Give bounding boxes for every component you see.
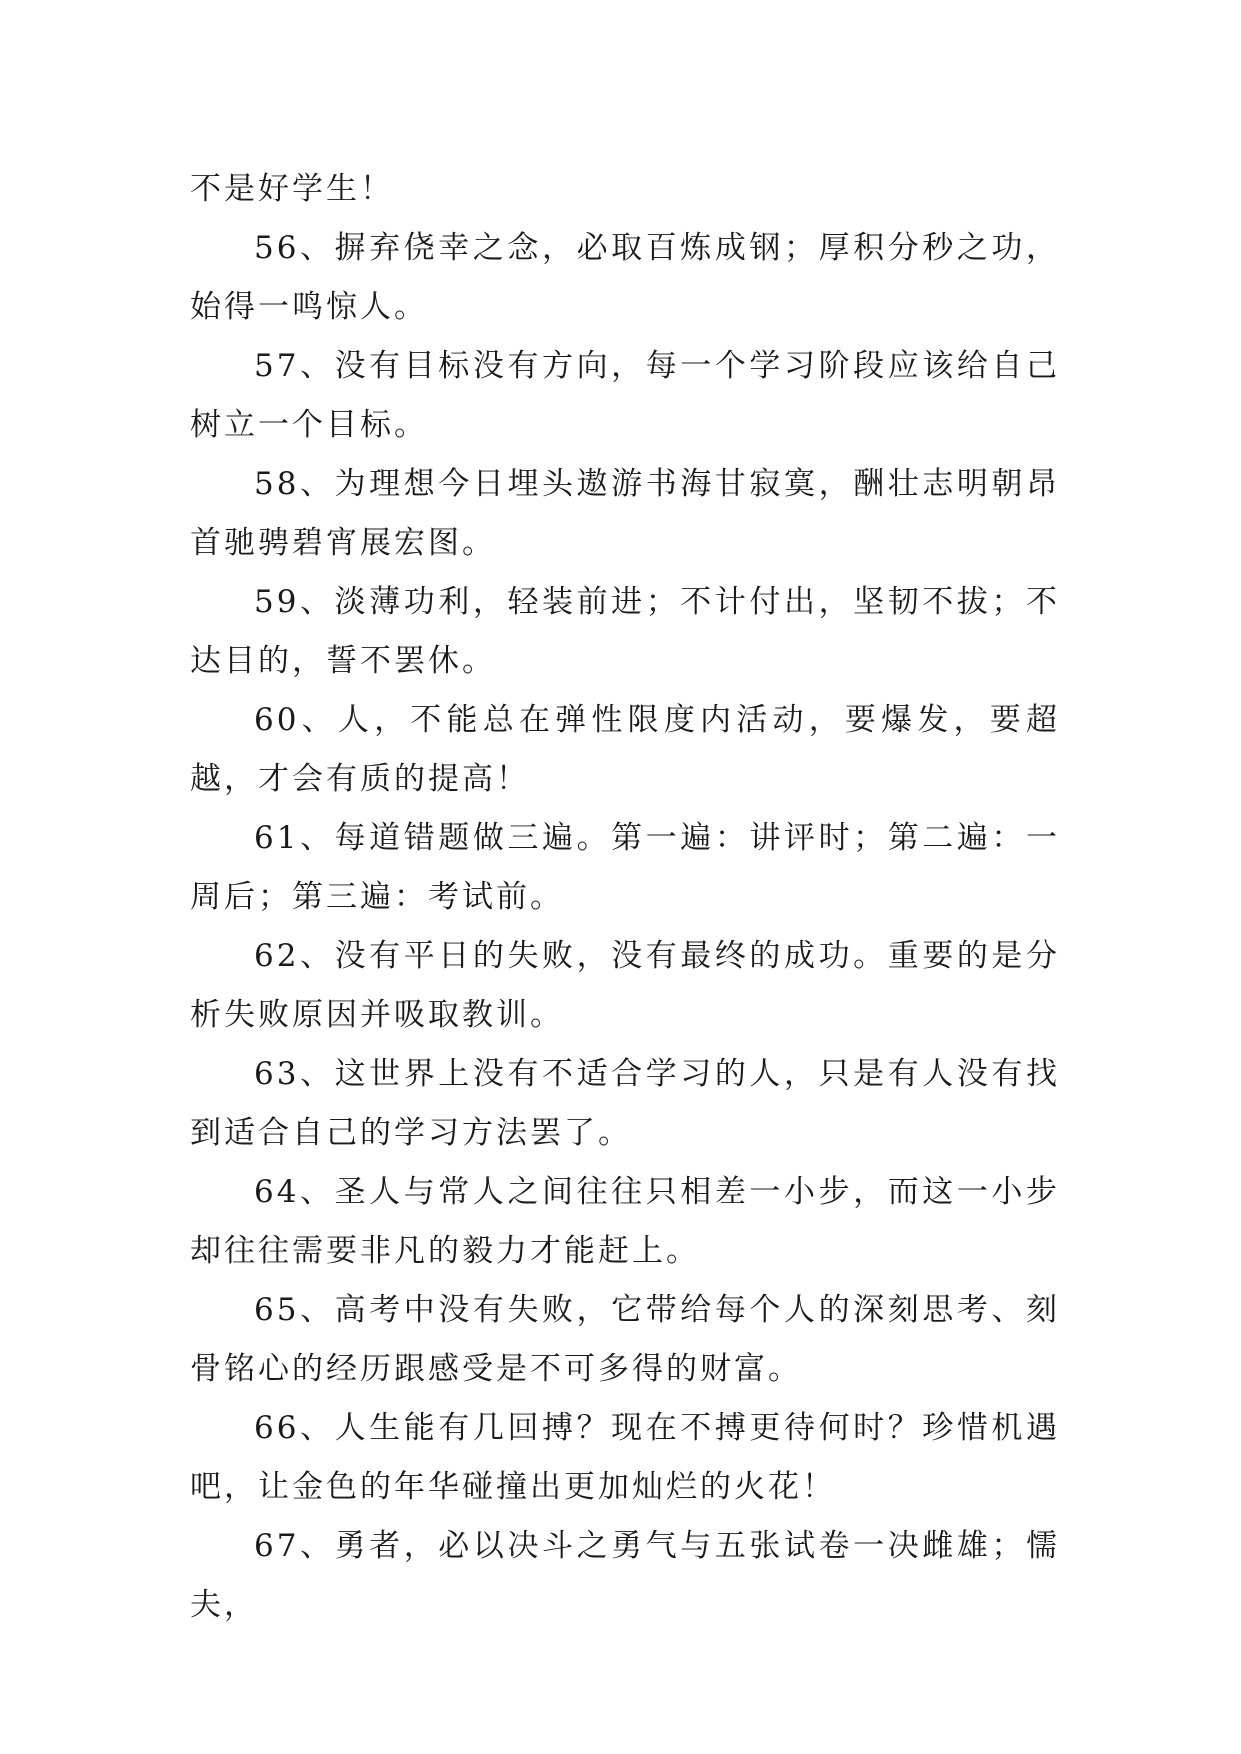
paragraph-64: 64、圣人与常人之间往往只相差一小步，而这一小步却往往需要非凡的毅力才能赶上。 xyxy=(190,1174,1060,1269)
paragraph-67: 67、勇者，必以决斗之勇气与五张试卷一决雌雄；懦夫， xyxy=(190,1528,1060,1623)
paragraph-65: 65、高考中没有失败，它带给每个人的深刻思考、刻骨铭心的经历跟感受是不可多得的财富。 xyxy=(190,1292,1060,1387)
paragraph-66: 66、人生能有几回搏？现在不搏更待何时？珍惜机遇吧，让金色的年华碰撞出更加灿烂的火花！ xyxy=(190,1410,1060,1505)
paragraph-57: 57、没有目标没有方向，每一个学习阶段应该给自己树立一个目标。 xyxy=(190,348,1060,443)
paragraph-58: 58、为理想今日埋头遨游书海甘寂寞，酬壮志明朝昂首驰骋碧宵展宏图。 xyxy=(190,466,1060,561)
paragraph-59: 59、淡薄功利，轻装前进；不计付出，坚韧不拔；不达目的，誓不罢休。 xyxy=(190,584,1060,679)
paragraph-61: 61、每道错题做三遍。第一遍：讲评时；第二遍：一周后；第三遍：考试前。 xyxy=(190,820,1060,915)
paragraph-60: 60、人，不能总在弹性限度内活动，要爆发，要超越，才会有质的提高！ xyxy=(190,702,1060,797)
paragraph-62: 62、没有平日的失败，没有最终的成功。重要的是分析失败原因并吸取教训。 xyxy=(190,938,1060,1033)
paragraph-56: 56、摒弃侥幸之念，必取百炼成钢；厚积分秒之功，始得一鸣惊人。 xyxy=(190,230,1060,325)
document-body xyxy=(190,160,1060,1635)
paragraph-continuation: 不是好学生！ xyxy=(190,171,394,207)
paragraph-63: 63、这世界上没有不适合学习的人，只是有人没有找到适合自己的学习方法罢了。 xyxy=(190,1056,1060,1151)
